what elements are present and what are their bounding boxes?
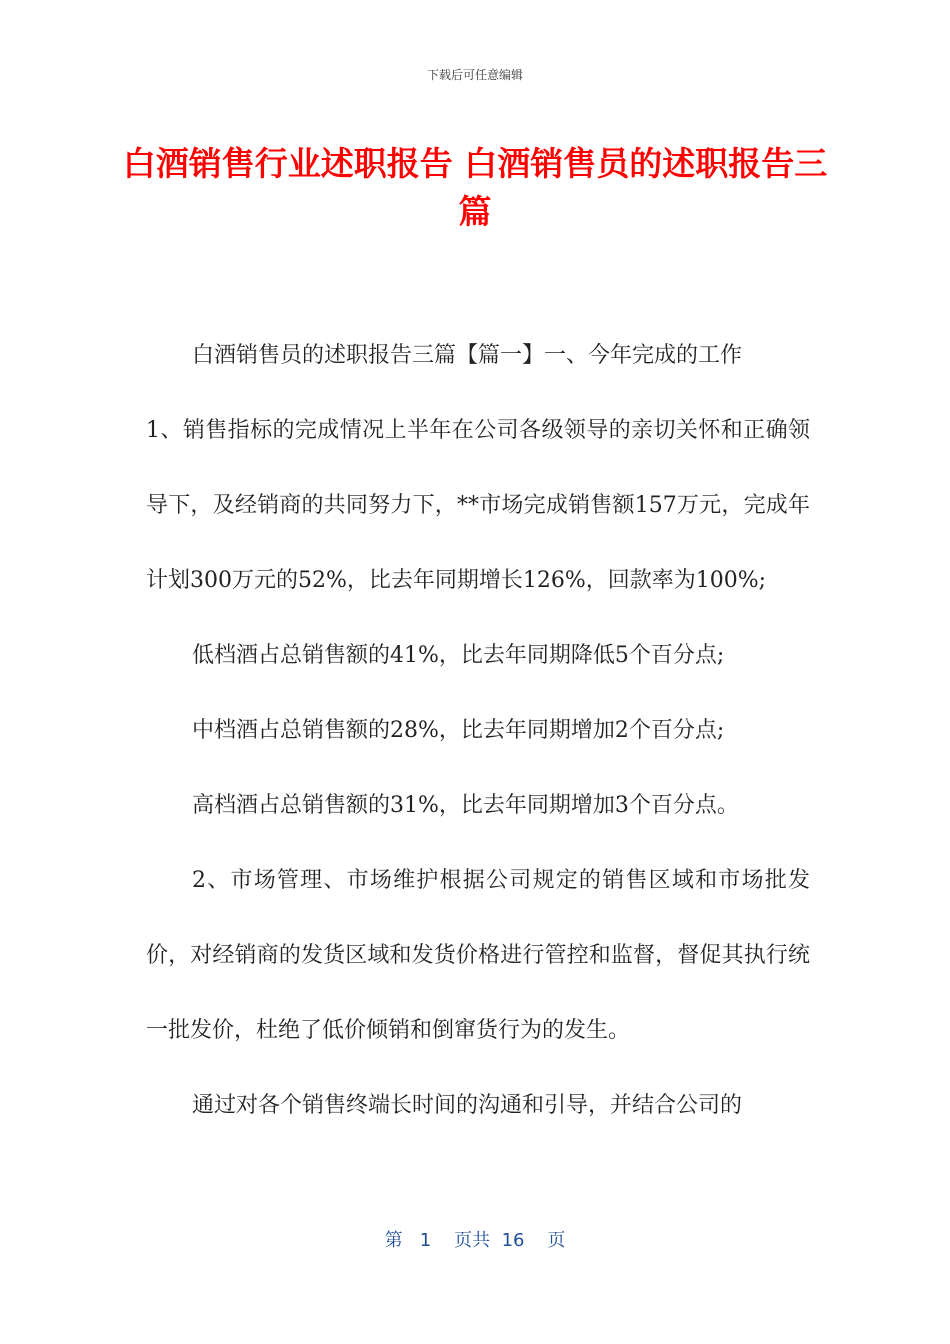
header-note: 下载后可任意编辑 [426,68,523,82]
page-footer [0,1226,950,1252]
paragraph-low-grade: 低档酒占总销售额的41%，比去年同期降低5个百分点; [192,643,725,668]
paragraph-intro: 白酒销售员的述职报告三篇【篇一】一、今年完成的工作 [192,343,743,368]
footer-mid: 页共 [454,1230,491,1251]
footer-current-page: 1 [419,1230,432,1251]
paragraph-sales-target: 1、销售指标的完成情况上半年在公司各级领导的亲切关怀和正确领导下，及经销商的共同努力下，**市场完成销售额157万元，完成年计划300万元的52%，比去年同期增长126%，回款率为100%; [146,418,810,593]
paragraph-mid-grade: 中档酒占总销售额的28%，比去年同期增加2个百分点; [192,718,725,743]
document-body [146,318,810,1143]
paragraph-high-grade: 高档酒占总销售额的31%，比去年同期增加3个百分点。 [192,793,739,818]
footer-prefix: 第 [384,1230,403,1251]
footer-suffix: 页 [547,1230,566,1251]
paragraph-market-management: 2、市场管理、市场维护根据公司规定的销售区域和市场批发价，对经销商的发货区域和发货价格进行管控和监督，督促其执行统一批发价，杜绝了低价倾销和倒窜货行为的发生。 [146,868,810,1043]
paragraph-terminal-communication: 通过对各个销售终端长时间的沟通和引导，并结合公司的 [192,1093,743,1118]
footer-total-pages: 16 [501,1230,525,1251]
document-title: 白酒销售行业述职报告 白酒销售员的述职报告三篇 [122,144,828,231]
